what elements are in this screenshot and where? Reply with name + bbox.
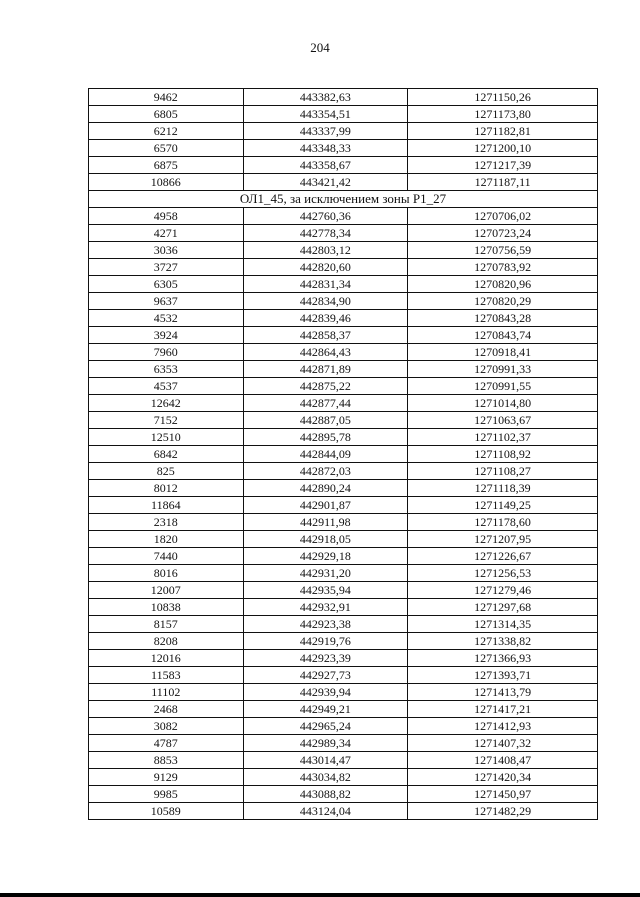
point-number-cell: 11864 <box>89 497 244 514</box>
x-coordinate-cell: 442919,76 <box>243 633 408 650</box>
y-coordinate-cell: 1270820,96 <box>408 276 598 293</box>
x-coordinate-cell: 442834,90 <box>243 293 408 310</box>
table-row <box>89 599 598 616</box>
x-coordinate-cell: 443034,82 <box>243 769 408 786</box>
x-coordinate-cell: 442929,18 <box>243 548 408 565</box>
x-coordinate-cell: 442803,12 <box>243 242 408 259</box>
x-coordinate-cell: 442901,87 <box>243 497 408 514</box>
y-coordinate-cell: 1271150,26 <box>408 89 598 106</box>
x-coordinate-cell: 442778,34 <box>243 225 408 242</box>
table-row <box>89 769 598 786</box>
table-row <box>89 565 598 582</box>
x-coordinate-cell: 443088,82 <box>243 786 408 803</box>
x-coordinate-cell: 443421,42 <box>243 174 408 191</box>
page-number: 204 <box>310 40 330 55</box>
y-coordinate-cell: 1271149,25 <box>408 497 598 514</box>
point-number-cell: 6305 <box>89 276 244 293</box>
point-number-cell: 2318 <box>89 514 244 531</box>
y-coordinate-cell: 1271279,46 <box>408 582 598 599</box>
point-number-cell: 3036 <box>89 242 244 259</box>
x-coordinate-cell: 443124,04 <box>243 803 408 820</box>
x-coordinate-cell: 442965,24 <box>243 718 408 735</box>
table-row <box>89 310 598 327</box>
y-coordinate-cell: 1271173,80 <box>408 106 598 123</box>
x-coordinate-cell: 442871,89 <box>243 361 408 378</box>
table-row <box>89 803 598 820</box>
point-number-cell: 4958 <box>89 208 244 225</box>
point-number-cell: 3082 <box>89 718 244 735</box>
point-number-cell: 10838 <box>89 599 244 616</box>
table-row <box>89 786 598 803</box>
x-coordinate-cell: 443358,67 <box>243 157 408 174</box>
point-number-cell: 10589 <box>89 803 244 820</box>
x-coordinate-cell: 442875,22 <box>243 378 408 395</box>
y-coordinate-cell: 1271217,39 <box>408 157 598 174</box>
x-coordinate-cell: 442864,43 <box>243 344 408 361</box>
y-coordinate-cell: 1271178,60 <box>408 514 598 531</box>
y-coordinate-cell: 1271450,97 <box>408 786 598 803</box>
x-coordinate-cell: 442858,37 <box>243 327 408 344</box>
y-coordinate-cell: 1271102,37 <box>408 429 598 446</box>
point-number-cell: 4787 <box>89 735 244 752</box>
point-number-cell: 11583 <box>89 667 244 684</box>
table-row <box>89 327 598 344</box>
point-number-cell: 8012 <box>89 480 244 497</box>
x-coordinate-cell: 442844,09 <box>243 446 408 463</box>
x-coordinate-cell: 442923,39 <box>243 650 408 667</box>
y-coordinate-cell: 1271200,10 <box>408 140 598 157</box>
x-coordinate-cell: 442887,05 <box>243 412 408 429</box>
x-coordinate-cell: 442935,94 <box>243 582 408 599</box>
point-number-cell: 6212 <box>89 123 244 140</box>
point-number-cell: 12016 <box>89 650 244 667</box>
y-coordinate-cell: 1271407,32 <box>408 735 598 752</box>
section-title: ОЛ1_45, за исключением зоны Р1_27 <box>89 191 598 208</box>
point-number-cell: 825 <box>89 463 244 480</box>
point-number-cell: 8853 <box>89 752 244 769</box>
y-coordinate-cell: 1271482,29 <box>408 803 598 820</box>
y-coordinate-cell: 1270723,24 <box>408 225 598 242</box>
x-coordinate-cell: 442949,21 <box>243 701 408 718</box>
y-coordinate-cell: 1270706,02 <box>408 208 598 225</box>
point-number-cell: 3924 <box>89 327 244 344</box>
y-coordinate-cell: 1271413,79 <box>408 684 598 701</box>
x-coordinate-cell: 442918,05 <box>243 531 408 548</box>
point-number-cell: 9637 <box>89 293 244 310</box>
point-number-cell: 12510 <box>89 429 244 446</box>
x-coordinate-cell: 442927,73 <box>243 667 408 684</box>
y-coordinate-cell: 1271256,53 <box>408 565 598 582</box>
table-row <box>89 582 598 599</box>
table-row <box>89 684 598 701</box>
point-number-cell: 9129 <box>89 769 244 786</box>
point-number-cell: 8157 <box>89 616 244 633</box>
table-row <box>89 106 598 123</box>
table-row <box>89 616 598 633</box>
table-row <box>89 225 598 242</box>
point-number-cell: 12007 <box>89 582 244 599</box>
table-section-header <box>89 191 598 208</box>
y-coordinate-cell: 1271063,67 <box>408 412 598 429</box>
y-coordinate-cell: 1271108,27 <box>408 463 598 480</box>
x-coordinate-cell: 442932,91 <box>243 599 408 616</box>
table-row <box>89 123 598 140</box>
y-coordinate-cell: 1270843,74 <box>408 327 598 344</box>
table-row <box>89 429 598 446</box>
table-row <box>89 259 598 276</box>
y-coordinate-cell: 1270991,33 <box>408 361 598 378</box>
point-number-cell: 7152 <box>89 412 244 429</box>
table-row <box>89 735 598 752</box>
point-number-cell: 4537 <box>89 378 244 395</box>
point-number-cell: 1820 <box>89 531 244 548</box>
table-body-top <box>89 89 598 191</box>
table-row <box>89 701 598 718</box>
x-coordinate-cell: 442831,34 <box>243 276 408 293</box>
table-body-section <box>89 208 598 820</box>
x-coordinate-cell: 442839,46 <box>243 310 408 327</box>
point-number-cell: 2468 <box>89 701 244 718</box>
y-coordinate-cell: 1270820,29 <box>408 293 598 310</box>
x-coordinate-cell: 443354,51 <box>243 106 408 123</box>
x-coordinate-cell: 443337,99 <box>243 123 408 140</box>
point-number-cell: 12642 <box>89 395 244 412</box>
table-row <box>89 412 598 429</box>
y-coordinate-cell: 1270783,92 <box>408 259 598 276</box>
table-row <box>89 242 598 259</box>
table-row <box>89 293 598 310</box>
table-row <box>89 157 598 174</box>
y-coordinate-cell: 1270843,28 <box>408 310 598 327</box>
table-row <box>89 463 598 480</box>
point-number-cell: 10866 <box>89 174 244 191</box>
point-number-cell: 11102 <box>89 684 244 701</box>
y-coordinate-cell: 1271207,95 <box>408 531 598 548</box>
x-coordinate-cell: 442760,36 <box>243 208 408 225</box>
table-row <box>89 548 598 565</box>
x-coordinate-cell: 442895,78 <box>243 429 408 446</box>
table-row <box>89 497 598 514</box>
y-coordinate-cell: 1271417,21 <box>408 701 598 718</box>
table-row <box>89 208 598 225</box>
point-number-cell: 6353 <box>89 361 244 378</box>
y-coordinate-cell: 1271393,71 <box>408 667 598 684</box>
x-coordinate-cell: 442877,44 <box>243 395 408 412</box>
point-number-cell: 6842 <box>89 446 244 463</box>
x-coordinate-cell: 443348,33 <box>243 140 408 157</box>
y-coordinate-cell: 1271118,39 <box>408 480 598 497</box>
table-row <box>89 89 598 106</box>
table-row <box>89 650 598 667</box>
x-coordinate-cell: 442923,38 <box>243 616 408 633</box>
table-row <box>89 718 598 735</box>
point-number-cell: 6805 <box>89 106 244 123</box>
x-coordinate-cell: 442939,94 <box>243 684 408 701</box>
table-row <box>89 667 598 684</box>
table-row <box>89 344 598 361</box>
table-row <box>89 140 598 157</box>
table-row <box>89 378 598 395</box>
y-coordinate-cell: 1271182,81 <box>408 123 598 140</box>
y-coordinate-cell: 1271412,93 <box>408 718 598 735</box>
point-number-cell: 6570 <box>89 140 244 157</box>
y-coordinate-cell: 1271108,92 <box>408 446 598 463</box>
y-coordinate-cell: 1270756,59 <box>408 242 598 259</box>
section-title-row <box>89 191 598 208</box>
y-coordinate-cell: 1271408,47 <box>408 752 598 769</box>
coordinates-table <box>88 88 598 820</box>
point-number-cell: 7440 <box>89 548 244 565</box>
point-number-cell: 8208 <box>89 633 244 650</box>
y-coordinate-cell: 1271314,35 <box>408 616 598 633</box>
x-coordinate-cell: 442989,34 <box>243 735 408 752</box>
table-row <box>89 752 598 769</box>
point-number-cell: 9462 <box>89 89 244 106</box>
y-coordinate-cell: 1271187,11 <box>408 174 598 191</box>
point-number-cell: 4271 <box>89 225 244 242</box>
table-row <box>89 480 598 497</box>
x-coordinate-cell: 442931,20 <box>243 565 408 582</box>
point-number-cell: 8016 <box>89 565 244 582</box>
point-number-cell: 7960 <box>89 344 244 361</box>
x-coordinate-cell: 443382,63 <box>243 89 408 106</box>
table-row <box>89 174 598 191</box>
y-coordinate-cell: 1271297,68 <box>408 599 598 616</box>
y-coordinate-cell: 1271366,93 <box>408 650 598 667</box>
table-row <box>89 446 598 463</box>
x-coordinate-cell: 443014,47 <box>243 752 408 769</box>
y-coordinate-cell: 1270918,41 <box>408 344 598 361</box>
y-coordinate-cell: 1271014,80 <box>408 395 598 412</box>
scan-border-bottom <box>0 893 640 897</box>
y-coordinate-cell: 1270991,55 <box>408 378 598 395</box>
y-coordinate-cell: 1271420,34 <box>408 769 598 786</box>
x-coordinate-cell: 442911,98 <box>243 514 408 531</box>
table-row <box>89 395 598 412</box>
x-coordinate-cell: 442872,03 <box>243 463 408 480</box>
y-coordinate-cell: 1271338,82 <box>408 633 598 650</box>
y-coordinate-cell: 1271226,67 <box>408 548 598 565</box>
x-coordinate-cell: 442890,24 <box>243 480 408 497</box>
table-row <box>89 514 598 531</box>
point-number-cell: 9985 <box>89 786 244 803</box>
table-row <box>89 276 598 293</box>
point-number-cell: 6875 <box>89 157 244 174</box>
table-row <box>89 531 598 548</box>
point-number-cell: 4532 <box>89 310 244 327</box>
point-number-cell: 3727 <box>89 259 244 276</box>
x-coordinate-cell: 442820,60 <box>243 259 408 276</box>
table-row <box>89 361 598 378</box>
table-row <box>89 633 598 650</box>
